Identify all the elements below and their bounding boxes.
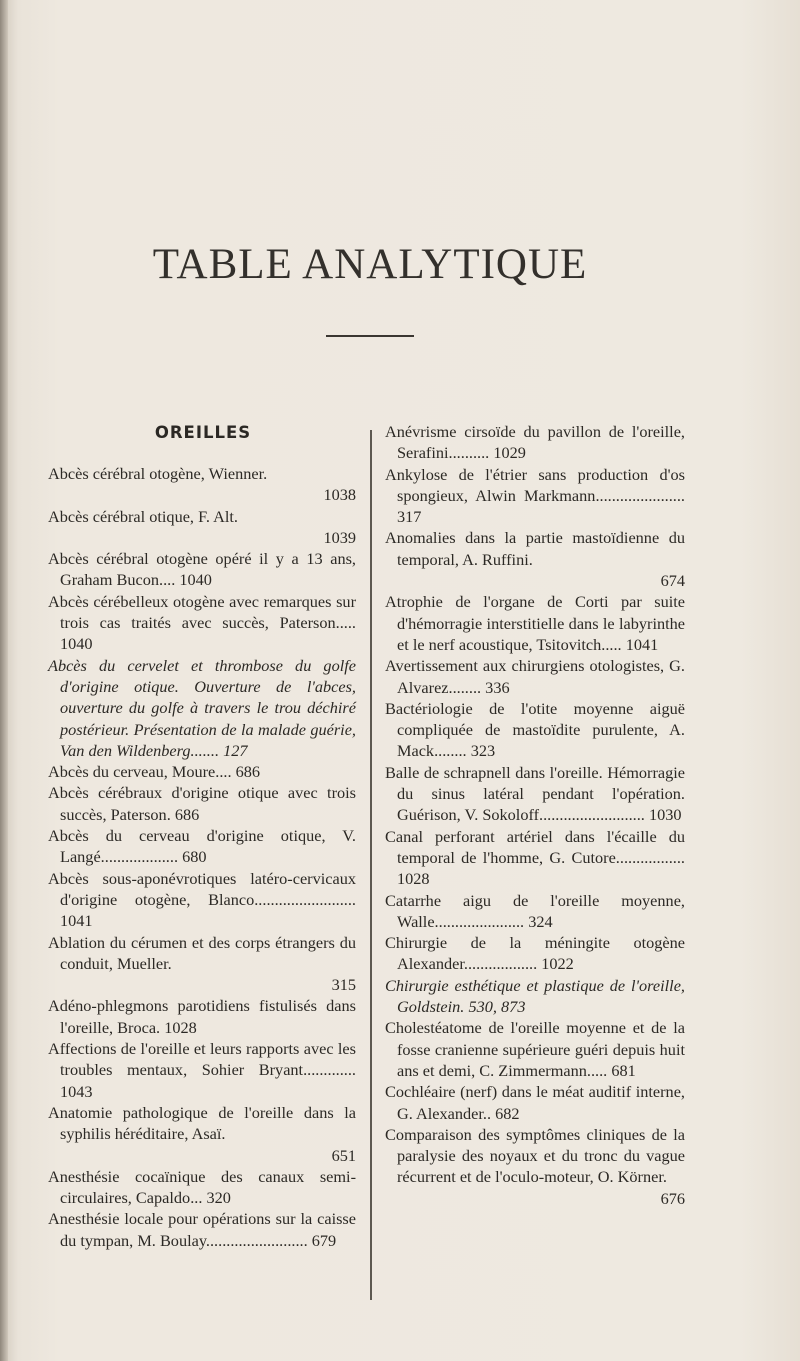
index-entry <box>385 826 685 890</box>
entry-text: Anesthésie locale pour opérations sur la caisse du tympan, M. Boulay......................... <box>48 1209 356 1250</box>
entry-page-ref: 1028 <box>164 1017 197 1037</box>
index-entry <box>385 975 685 1018</box>
entry-text: Affections de l'oreille et leurs rapports avec les troubles mentaux, Sohier Bryant............. <box>48 1039 356 1080</box>
entry-text: Bactériologie de l'otite moyenne aiguë compliquée de mastoïdite purulente, A. Mack........ <box>385 698 685 761</box>
entry-text: Adéno-phlegmons parotidiens fistulisés dans l'oreille, Broca. <box>48 996 356 1037</box>
entry-text: Ankylose de l'étrier sans production d'os spongieux, Alwin Markmann...................... <box>385 464 685 505</box>
index-entry <box>385 1017 685 1081</box>
section-heading: OREILLES <box>154 423 252 442</box>
index-entry <box>385 1081 685 1124</box>
entry-page-ref: 1040 <box>60 634 93 654</box>
entry-page-ref: 1038 <box>323 485 356 505</box>
entry-page-ref: 320 <box>206 1188 231 1208</box>
index-entry <box>48 761 356 782</box>
entry-page-ref: 1041 <box>60 911 93 931</box>
entry-text: Comparaison des symptômes cliniques de la paralysie des noyaux et du tronc du vague récurrent et de l'oculo-moteur, O. Körner. <box>385 1124 685 1187</box>
entry-page-ref: 324 <box>528 911 553 931</box>
title-rule <box>326 335 414 337</box>
entry-page-ref: 1029 <box>493 443 526 463</box>
index-entry <box>48 1208 356 1251</box>
index-entry <box>48 1038 356 1102</box>
column-divider <box>370 430 372 1300</box>
entry-page-ref: 1028 <box>397 869 430 889</box>
index-entry <box>48 463 356 506</box>
entry-page-ref: 1022 <box>541 954 574 974</box>
entry-page-ref: 317 <box>397 507 422 527</box>
index-entry <box>385 421 685 464</box>
entry-text: Abcès du cerveau d'origine otique, V. Langé................... <box>48 826 356 867</box>
entry-page-ref: 336 <box>485 677 510 697</box>
index-entry <box>385 890 685 933</box>
entry-page-ref: 679 <box>311 1230 337 1250</box>
index-entry <box>48 591 356 655</box>
entry-page-ref: 1030 <box>648 805 682 825</box>
entry-text: Catarrhe aigu de l'oreille moyenne, Walle...................... <box>385 890 685 931</box>
index-entry <box>48 782 356 825</box>
entry-page-ref: 127 <box>223 740 248 760</box>
entry-page-ref: 323 <box>470 741 496 761</box>
entry-text: Anomalies dans la partie mastoïdienne du temporal, A. Ruffini. <box>385 528 685 569</box>
entry-page-ref: 682 <box>495 1103 520 1123</box>
index-entry <box>48 506 356 549</box>
entry-page-ref: 1041 <box>625 634 659 654</box>
index-entry <box>48 932 356 996</box>
entry-text: Chirurgie esthétique et plastique de l'oreille, Goldstein. <box>385 975 685 1017</box>
entry-text: Balle de schrapnell dans l'oreille. Hémorragie du sinus latéral pendant l'opération. Guérison, V. Sokoloff.......................... <box>385 762 685 825</box>
entry-text: Avertissement aux chirurgiens otologistes, G. Alvarez........ <box>385 656 685 697</box>
entry-text: Anesthésie cocaïnique des canaux semi-circulaires, Capaldo... <box>48 1166 356 1208</box>
entry-page-ref: 530, 873 <box>468 997 526 1017</box>
entry-page-ref: 686 <box>235 762 261 782</box>
entry-text: Anatomie pathologique de l'oreille dans la syphilis héréditaire, Asaï. <box>48 1102 356 1144</box>
index-entry <box>48 548 356 591</box>
entry-page-ref: 676 <box>660 1188 685 1208</box>
page-spine-shadow <box>0 0 8 1361</box>
index-entry <box>48 1166 356 1209</box>
entry-text: Abcès du cervelet et thrombose du golfe d'origine otique. Ouverture de l'abces, ouverture du golfe à travers le trou déchiré postérieur. Présentation de la malade guérie, Van den Wildenberg....... <box>48 655 356 760</box>
left-column <box>48 463 356 1251</box>
index-entry <box>385 655 685 698</box>
entry-text: Abcès cérébral otogène opéré il y a 13 ans, Graham Bucon.... <box>48 549 356 590</box>
entry-page-ref: 680 <box>182 847 207 867</box>
entry-text: Anévrisme cirsoïde du pavillon de l'oreille, Serafini.......... <box>385 422 685 463</box>
entry-page-ref: 1043 <box>60 1081 93 1101</box>
entry-page-ref: 1039 <box>323 527 356 547</box>
entry-page-ref: 1040 <box>179 570 212 590</box>
entry-text: Chirurgie de la méningite otogène Alexander.................. <box>385 933 685 974</box>
index-entry <box>385 762 685 826</box>
index-entry <box>385 464 685 528</box>
entry-text: Abcès cérébral otique, F. Alt. <box>48 506 238 526</box>
entry-text: Cholestéatome de l'oreille moyenne et de la fosse cranienne supérieure guéri depuis huit ans et demi, C. Zimmermann..... <box>385 1018 685 1080</box>
entry-text: Abcès du cerveau, Moure.... <box>48 762 232 782</box>
index-entry <box>385 932 685 975</box>
index-entry <box>48 1102 356 1166</box>
entry-page-ref: 674 <box>660 571 685 591</box>
entry-text: Canal perforant artériel dans l'écaille du temporal de l'homme, G. Cutore................. <box>385 826 685 867</box>
entry-text: Abcès cérébelleux otogène avec remarques sur trois cas traités avec succès, Paterson..... <box>48 591 356 633</box>
index-entry <box>48 995 356 1038</box>
entry-text: Abcès cérébraux d'origine otique avec trois succès, Paterson. <box>48 783 356 824</box>
index-entry <box>385 527 685 591</box>
entry-text: Abcès cérébral otogène, Wienner. <box>48 464 268 483</box>
entry-page-ref: 315 <box>331 975 356 995</box>
index-entry <box>385 591 685 655</box>
entry-text: Cochléaire (nerf) dans le méat auditif interne, G. Alexander.. <box>385 1082 685 1123</box>
entry-page-ref: 651 <box>331 1145 356 1165</box>
index-entry <box>48 868 356 932</box>
entry-text: Abcès sous-aponévrotiques latéro-cervicaux d'origine otogène, Blanco......................... <box>48 868 356 909</box>
index-entry <box>385 698 685 762</box>
entry-page-ref: 681 <box>611 1060 636 1080</box>
right-column <box>385 421 685 1209</box>
page-title: TABLE ANALYTIQUE <box>152 241 588 288</box>
entry-text: Atrophie de l'organe de Corti par suite d'hémorragie interstitielle dans le labyrinthe et le nerf acoustique, Tsitovitch..... <box>385 592 685 654</box>
entry-text: Ablation du cérumen et des corps étrangers du conduit, Mueller. <box>48 932 356 973</box>
index-entry <box>48 655 356 761</box>
index-entry <box>48 825 356 868</box>
entry-page-ref: 686 <box>174 804 200 824</box>
index-entry <box>385 1124 685 1209</box>
